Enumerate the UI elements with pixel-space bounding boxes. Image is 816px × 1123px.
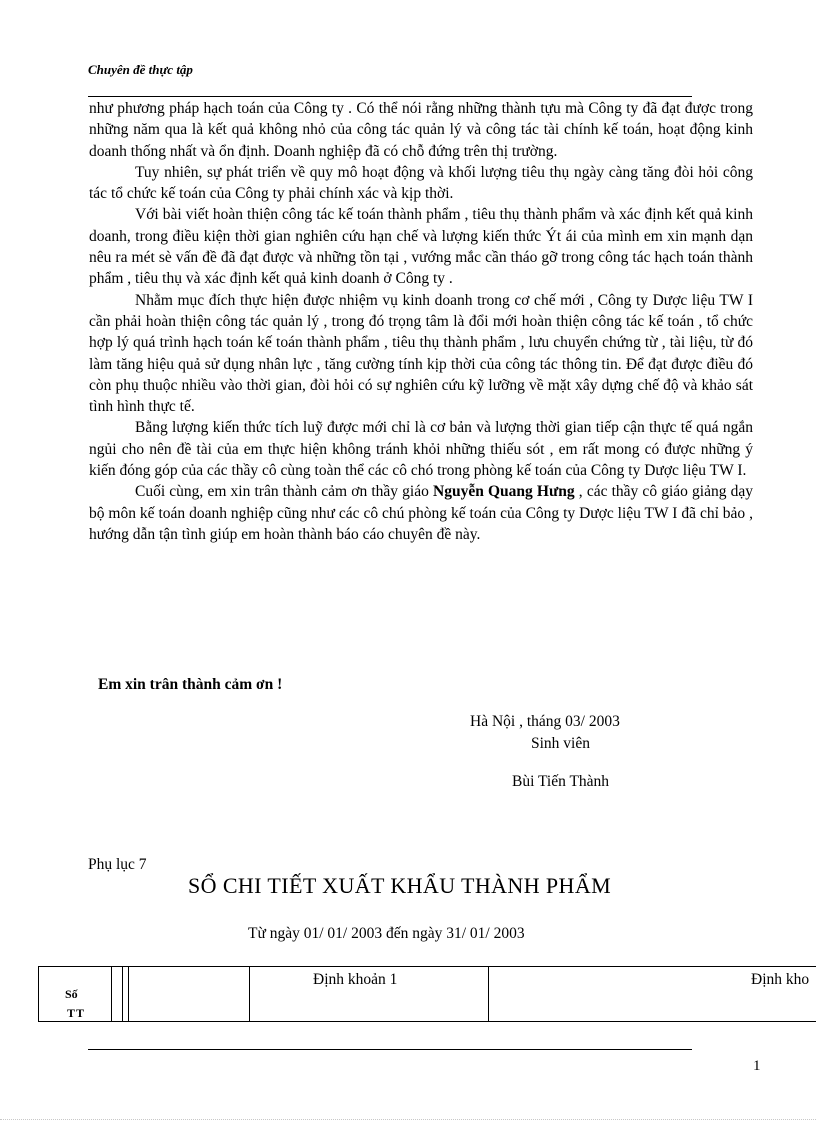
col-header-dinh-khoan-1: Định khoản 1 <box>313 971 398 988</box>
paragraph: Bằng lượng kiến thức tích luỹ được mới chỉ là cơ bản và lượng thời gian tiếp cận thực tế quá ngắn ngủi cho nên đề tài của em thực hiện không tránh khỏi những thiếu sót , em rất mong có được những ý kiến đóng góp của các thầy cô cùng toàn thể các cô chó trong phòng kế toán của Công ty Dược liệu TW I. <box>89 419 753 480</box>
paragraph-acknowledgement <box>89 481 753 545</box>
table-cell-dk1 <box>249 966 488 1022</box>
col-header-so: Số <box>65 987 78 1001</box>
table-cell-stt <box>38 966 111 1022</box>
paragraph: Tuy nhiên, sự phát triển về quy mô hoạt động và khối lượng tiêu thụ ngày càng tăng đòi hỏi công tác tổ chức kế toán của Công ty phải chính xác và kịp thời. <box>89 163 753 203</box>
appendix-title: SỔ CHI TIẾT XUẤT KHẨU THÀNH PHẨM <box>188 873 612 898</box>
body-text <box>89 98 753 545</box>
running-header: Chuyên đề thực tập <box>88 62 193 77</box>
signature-role: Sinh viên <box>531 735 590 752</box>
page-bottom-dotted-line <box>0 1119 816 1120</box>
ack-text-after: , các thầy cô giáo giảng dạy bộ môn kế toán doanh nghiệp cũng như các cô chú phòng kế toán của Công ty Dược liệu TW I đã chỉ bảo , hướng dẫn tận tình giúp em hoàn thành báo cáo chuyên đề này. <box>89 483 754 543</box>
ack-text-before: Cuối cùng, em xin trân thành cảm ơn thầy giáo <box>135 483 434 501</box>
table-cell <box>128 966 249 1022</box>
signature-name: Bùi Tiến Thành <box>512 773 610 790</box>
table-cell <box>111 966 122 1022</box>
appendix-label: Phụ lục 7 <box>88 856 147 873</box>
page-number: 1 <box>753 1058 761 1074</box>
footer-rule <box>88 1049 692 1050</box>
advisor-name: Nguyễn Quang Hưng <box>433 483 575 501</box>
col-header-dinh-khoan-2: Định kho <box>751 971 810 988</box>
table-cell-dk2 <box>488 966 816 1022</box>
paragraph: Nhằm mục đích thực hiện được nhiệm vụ kinh doanh trong cơ chế mới , Công ty Dược liệu TW I cần phải hoàn thiện công tác quản lý , trong đó trọng tâm là đổi mới hoàn thiện công tác kế toán , tổ chức hợp lý quá trình hạch toán kế toán thành phẩm , tiêu thụ thành phẩm , lưu chuyển chứng từ , tài liệu, từ đó làm tăng hiệu quả sử dụng nhân lực , tăng cường tính kịp thời của công tác thông tin. Để đạt được điều đó còn phụ thuộc nhiều vào thời gian, đòi hỏi có sự nghiên cứu kỹ lưỡng về mặt xây dựng chế độ và khảo sát tình hình thực tế. <box>89 291 753 416</box>
paragraph: như phương pháp hạch toán của Công ty . Có thể nói rằng những thành tựu mà Công ty đã đạt được trong những năm qua là kết quả không nhỏ của công tác quản lý và công tác tài chính kế toán, hoạt động kinh doanh thống nhất và ổn định. Doanh nghiệp đã có chỗ đứng trên thị trường. <box>89 100 753 160</box>
paragraph: Với bài viết hoàn thiện công tác kế toán thành phẩm , tiêu thụ thành phẩm và xác định kết quả kinh doanh, trong điều kiện thời gian nghiên cứu hạn chế và lượng kiến thức Ýt ái của mình em xin mạnh dạn nêu ra mét sè vấn đề đã đạt được và những tồn tại , vướng mắc cần tháo gỡ trong công tác hạch toán thành phẩm , tiêu thụ và xác định kết quả kinh doanh ở Công ty . <box>89 206 753 288</box>
ledger-table <box>38 966 816 1022</box>
closing-thanks: Em xin trân thành cảm ơn ! <box>98 676 283 693</box>
signature-date: Hà Nội , tháng 03/ 2003 <box>470 713 620 730</box>
header-rule <box>88 96 692 97</box>
appendix-date-range: Từ ngày 01/ 01/ 2003 đến ngày 31/ 01/ 2003 <box>248 925 525 942</box>
col-header-tt: TT <box>67 1006 86 1020</box>
